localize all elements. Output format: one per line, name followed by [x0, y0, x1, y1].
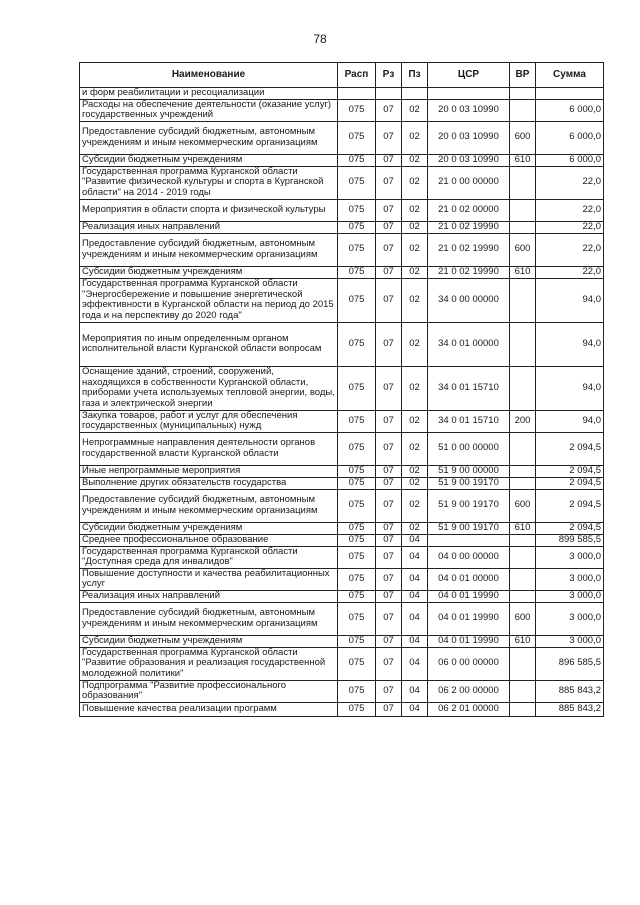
page-number: 78: [313, 32, 327, 46]
cell-csr: 04 0 00 00000: [428, 546, 510, 568]
cell-name: Мероприятия в области спорта и физической культуры: [80, 199, 338, 221]
cell-vr: [510, 647, 536, 680]
cell-rz: 07: [376, 546, 402, 568]
cell-pz: 04: [402, 590, 428, 602]
cell-name: Предоставление субсидий бюджетным, автономным учреждениям и иным некоммерческим организациям: [80, 233, 338, 266]
cell-pz: 04: [402, 546, 428, 568]
budget-table: [79, 62, 604, 717]
cell-pz: 04: [402, 702, 428, 716]
cell-rasp: 075: [338, 602, 376, 635]
cell-pz: 02: [402, 233, 428, 266]
cell-rasp: 075: [338, 568, 376, 590]
cell-sum: 6 000,0: [536, 121, 604, 154]
cell-name: Повышение доступности и качества реабилитационных услуг: [80, 568, 338, 590]
cell-rz: 07: [376, 568, 402, 590]
cell-csr: 51 9 00 00000: [428, 465, 510, 477]
cell-csr: 51 9 00 19170: [428, 489, 510, 522]
cell-rz: 07: [376, 410, 402, 432]
cell-vr: [510, 534, 536, 546]
cell-vr: [510, 166, 536, 199]
cell-vr: 200: [510, 410, 536, 432]
cell-vr: [510, 366, 536, 410]
cell-pz: 04: [402, 602, 428, 635]
cell-name: Государственная программа Курганской области "Развитие физической культуры и спорта в Курганской области" на 2014 - 2019 годы: [80, 166, 338, 199]
cell-csr: 34 0 01 15710: [428, 410, 510, 432]
cell-rz: 07: [376, 602, 402, 635]
cell-csr: [428, 88, 510, 100]
cell-pz: [402, 88, 428, 100]
header-pz: Пз: [402, 63, 428, 88]
cell-sum: 3 000,0: [536, 546, 604, 568]
cell-vr: 610: [510, 635, 536, 647]
cell-rz: 07: [376, 465, 402, 477]
cell-rasp: 075: [338, 465, 376, 477]
cell-sum: 2 094,5: [536, 432, 604, 465]
table-row: [80, 680, 604, 702]
cell-vr: [510, 88, 536, 100]
cell-name: Реализация иных направлений: [80, 590, 338, 602]
cell-vr: [510, 221, 536, 233]
cell-csr: 34 0 01 00000: [428, 322, 510, 366]
cell-name: Мероприятия по иным определенным органом исполнительной власти Курганской области вопросам: [80, 322, 338, 366]
cell-vr: 610: [510, 522, 536, 534]
cell-rz: 07: [376, 489, 402, 522]
cell-vr: 600: [510, 233, 536, 266]
cell-pz: 02: [402, 154, 428, 166]
cell-rasp: 075: [338, 410, 376, 432]
cell-pz: 02: [402, 221, 428, 233]
cell-name: Расходы на обеспечение деятельности (оказание услуг) государственных учреждений: [80, 99, 338, 121]
table-row: [80, 647, 604, 680]
header-csr: ЦСР: [428, 63, 510, 88]
cell-rasp: 075: [338, 233, 376, 266]
cell-name: Иные непрограммные мероприятия: [80, 465, 338, 477]
cell-rz: 07: [376, 534, 402, 546]
header-name: Наименование: [80, 63, 338, 88]
cell-vr: [510, 680, 536, 702]
cell-sum: 899 585,5: [536, 534, 604, 546]
cell-rz: 07: [376, 522, 402, 534]
header-rz: Рз: [376, 63, 402, 88]
cell-csr: 21 0 02 19990: [428, 266, 510, 278]
cell-csr: 21 0 02 19990: [428, 221, 510, 233]
cell-name: Повышение качества реализации программ: [80, 702, 338, 716]
cell-rasp: 075: [338, 635, 376, 647]
cell-pz: 04: [402, 568, 428, 590]
cell-sum: 6 000,0: [536, 99, 604, 121]
cell-sum: [536, 88, 604, 100]
table-row: [80, 266, 604, 278]
cell-pz: 02: [402, 121, 428, 154]
cell-csr: 21 0 02 00000: [428, 199, 510, 221]
table-row: [80, 99, 604, 121]
table-row: [80, 366, 604, 410]
cell-name: Субсидии бюджетным учреждениям: [80, 522, 338, 534]
table-row: [80, 88, 604, 100]
cell-csr: 04 0 01 19990: [428, 635, 510, 647]
cell-vr: [510, 568, 536, 590]
cell-pz: 02: [402, 99, 428, 121]
cell-rasp: 075: [338, 322, 376, 366]
cell-name: Предоставление субсидий бюджетным, автономным учреждениям и иным некоммерческим организациям: [80, 489, 338, 522]
table-row: [80, 635, 604, 647]
cell-csr: 21 0 02 19990: [428, 233, 510, 266]
cell-pz: 02: [402, 489, 428, 522]
cell-rasp: 075: [338, 266, 376, 278]
cell-vr: [510, 199, 536, 221]
cell-sum: 22,0: [536, 221, 604, 233]
cell-vr: [510, 99, 536, 121]
cell-vr: [510, 546, 536, 568]
cell-sum: 2 094,5: [536, 522, 604, 534]
cell-vr: 600: [510, 489, 536, 522]
cell-sum: 94,0: [536, 278, 604, 322]
cell-vr: [510, 465, 536, 477]
cell-name: Субсидии бюджетным учреждениям: [80, 154, 338, 166]
cell-sum: 22,0: [536, 266, 604, 278]
cell-rasp: 075: [338, 522, 376, 534]
cell-pz: 02: [402, 278, 428, 322]
cell-sum: 6 000,0: [536, 154, 604, 166]
cell-csr: 21 0 00 00000: [428, 166, 510, 199]
cell-vr: [510, 477, 536, 489]
cell-rasp: 075: [338, 432, 376, 465]
cell-name: Государственная программа Курганской области "Развитие образования и реализация государственной молодежной политики": [80, 647, 338, 680]
cell-rz: 07: [376, 99, 402, 121]
header-sum: Сумма: [536, 63, 604, 88]
cell-rasp: 075: [338, 477, 376, 489]
table-row: [80, 233, 604, 266]
table-row: [80, 568, 604, 590]
cell-name: Предоставление субсидий бюджетным, автономным учреждениям и иным некоммерческим организациям: [80, 602, 338, 635]
table-row: [80, 121, 604, 154]
cell-rasp: 075: [338, 221, 376, 233]
cell-vr: 600: [510, 602, 536, 635]
cell-sum: 94,0: [536, 366, 604, 410]
cell-pz: 02: [402, 266, 428, 278]
table-row: [80, 522, 604, 534]
table-row: [80, 489, 604, 522]
cell-sum: 22,0: [536, 166, 604, 199]
cell-rz: 07: [376, 702, 402, 716]
header-row: [80, 63, 604, 88]
cell-sum: 22,0: [536, 199, 604, 221]
cell-csr: 06 0 00 00000: [428, 647, 510, 680]
cell-rasp: 075: [338, 680, 376, 702]
cell-rasp: 075: [338, 154, 376, 166]
cell-name: и форм реабилитации и ресоциализации: [80, 88, 338, 100]
cell-rasp: 075: [338, 534, 376, 546]
table-row: [80, 477, 604, 489]
cell-pz: 02: [402, 477, 428, 489]
cell-rz: 07: [376, 590, 402, 602]
cell-rz: 07: [376, 432, 402, 465]
cell-name: Предоставление субсидий бюджетным, автономным учреждениям и иным некоммерческим организациям: [80, 121, 338, 154]
cell-rz: 07: [376, 278, 402, 322]
table-row: [80, 221, 604, 233]
cell-pz: 02: [402, 465, 428, 477]
header-vr: ВР: [510, 63, 536, 88]
table-row: [80, 199, 604, 221]
cell-vr: 600: [510, 121, 536, 154]
cell-rasp: 075: [338, 278, 376, 322]
table-row: [80, 534, 604, 546]
cell-csr: 20 0 03 10990: [428, 99, 510, 121]
cell-csr: 04 0 01 19990: [428, 590, 510, 602]
cell-rasp: 075: [338, 166, 376, 199]
cell-vr: 610: [510, 266, 536, 278]
table-row: [80, 590, 604, 602]
table-row: [80, 465, 604, 477]
cell-name: Оснащение зданий, строений, сооружений, находящихся в собственности Курганской области, приборами учета используемых тепловой энергии, воды, газа и электрической энергии: [80, 366, 338, 410]
cell-pz: 04: [402, 680, 428, 702]
cell-pz: 02: [402, 322, 428, 366]
table-row: [80, 154, 604, 166]
cell-rz: 07: [376, 366, 402, 410]
cell-vr: [510, 702, 536, 716]
cell-sum: 885 843,2: [536, 680, 604, 702]
cell-pz: 02: [402, 199, 428, 221]
cell-csr: 51 0 00 00000: [428, 432, 510, 465]
cell-rz: 07: [376, 199, 402, 221]
cell-sum: 22,0: [536, 233, 604, 266]
cell-sum: 94,0: [536, 322, 604, 366]
cell-pz: 04: [402, 647, 428, 680]
cell-sum: 2 094,5: [536, 477, 604, 489]
cell-pz: 02: [402, 522, 428, 534]
cell-csr: 34 0 01 15710: [428, 366, 510, 410]
cell-name: Субсидии бюджетным учреждениям: [80, 635, 338, 647]
cell-vr: [510, 278, 536, 322]
cell-csr: 34 0 00 00000: [428, 278, 510, 322]
cell-sum: 94,0: [536, 410, 604, 432]
cell-rasp: 075: [338, 121, 376, 154]
cell-name: Государственная программа Курганской области "Доступная среда для инвалидов": [80, 546, 338, 568]
cell-rasp: 075: [338, 489, 376, 522]
cell-rz: [376, 88, 402, 100]
cell-rasp: 075: [338, 702, 376, 716]
cell-name: Субсидии бюджетным учреждениям: [80, 266, 338, 278]
cell-vr: [510, 322, 536, 366]
cell-sum: 2 094,5: [536, 489, 604, 522]
cell-csr: 06 2 00 00000: [428, 680, 510, 702]
cell-csr: 51 9 00 19170: [428, 522, 510, 534]
cell-rz: 07: [376, 647, 402, 680]
cell-name: Реализация иных направлений: [80, 221, 338, 233]
header-rasp: Расп: [338, 63, 376, 88]
table-row: [80, 546, 604, 568]
cell-rasp: [338, 88, 376, 100]
cell-pz: 02: [402, 166, 428, 199]
cell-rasp: 075: [338, 590, 376, 602]
cell-csr: 20 0 03 10990: [428, 121, 510, 154]
cell-sum: 896 585,5: [536, 647, 604, 680]
cell-csr: 06 2 01 00000: [428, 702, 510, 716]
cell-rasp: 075: [338, 99, 376, 121]
cell-rz: 07: [376, 477, 402, 489]
table-row: [80, 410, 604, 432]
cell-rz: 07: [376, 266, 402, 278]
cell-vr: [510, 590, 536, 602]
table-row: [80, 278, 604, 322]
cell-name: Выполнение других обязательств государства: [80, 477, 338, 489]
cell-pz: 04: [402, 534, 428, 546]
cell-sum: 3 000,0: [536, 568, 604, 590]
table-row: [80, 702, 604, 716]
cell-csr: 04 0 01 19990: [428, 602, 510, 635]
table-row: [80, 322, 604, 366]
table-row: [80, 166, 604, 199]
cell-rz: 07: [376, 121, 402, 154]
cell-sum: 2 094,5: [536, 465, 604, 477]
cell-name: Закупка товаров, работ и услуг для обеспечения государственных (муниципальных) нужд: [80, 410, 338, 432]
cell-pz: 04: [402, 635, 428, 647]
cell-rz: 07: [376, 221, 402, 233]
cell-pz: 02: [402, 366, 428, 410]
cell-rasp: 075: [338, 199, 376, 221]
cell-name: Непрограммные направления деятельности органов государственной власти Курганской области: [80, 432, 338, 465]
cell-rasp: 075: [338, 546, 376, 568]
cell-sum: 3 000,0: [536, 602, 604, 635]
cell-sum: 3 000,0: [536, 590, 604, 602]
table-row: [80, 432, 604, 465]
cell-rasp: 075: [338, 366, 376, 410]
cell-rz: 07: [376, 635, 402, 647]
cell-rz: 07: [376, 233, 402, 266]
cell-rz: 07: [376, 322, 402, 366]
cell-rz: 07: [376, 154, 402, 166]
cell-csr: 51 9 00 19170: [428, 477, 510, 489]
table-row: [80, 602, 604, 635]
cell-rz: 07: [376, 680, 402, 702]
cell-name: Среднее профессиональное образование: [80, 534, 338, 546]
cell-pz: 02: [402, 432, 428, 465]
cell-name: Государственная программа Курганской области "Энергосбережение и повышение энергетической эффективности в Курганской области на период до 2015 года и на перспективу до 2020 года": [80, 278, 338, 322]
cell-sum: 3 000,0: [536, 635, 604, 647]
cell-csr: 20 0 03 10990: [428, 154, 510, 166]
cell-sum: 885 843,2: [536, 702, 604, 716]
cell-rasp: 075: [338, 647, 376, 680]
cell-name: Подпрограмма "Развитие профессионального образования": [80, 680, 338, 702]
cell-csr: [428, 534, 510, 546]
cell-csr: 04 0 01 00000: [428, 568, 510, 590]
cell-vr: [510, 432, 536, 465]
cell-vr: 610: [510, 154, 536, 166]
cell-pz: 02: [402, 410, 428, 432]
cell-rz: 07: [376, 166, 402, 199]
